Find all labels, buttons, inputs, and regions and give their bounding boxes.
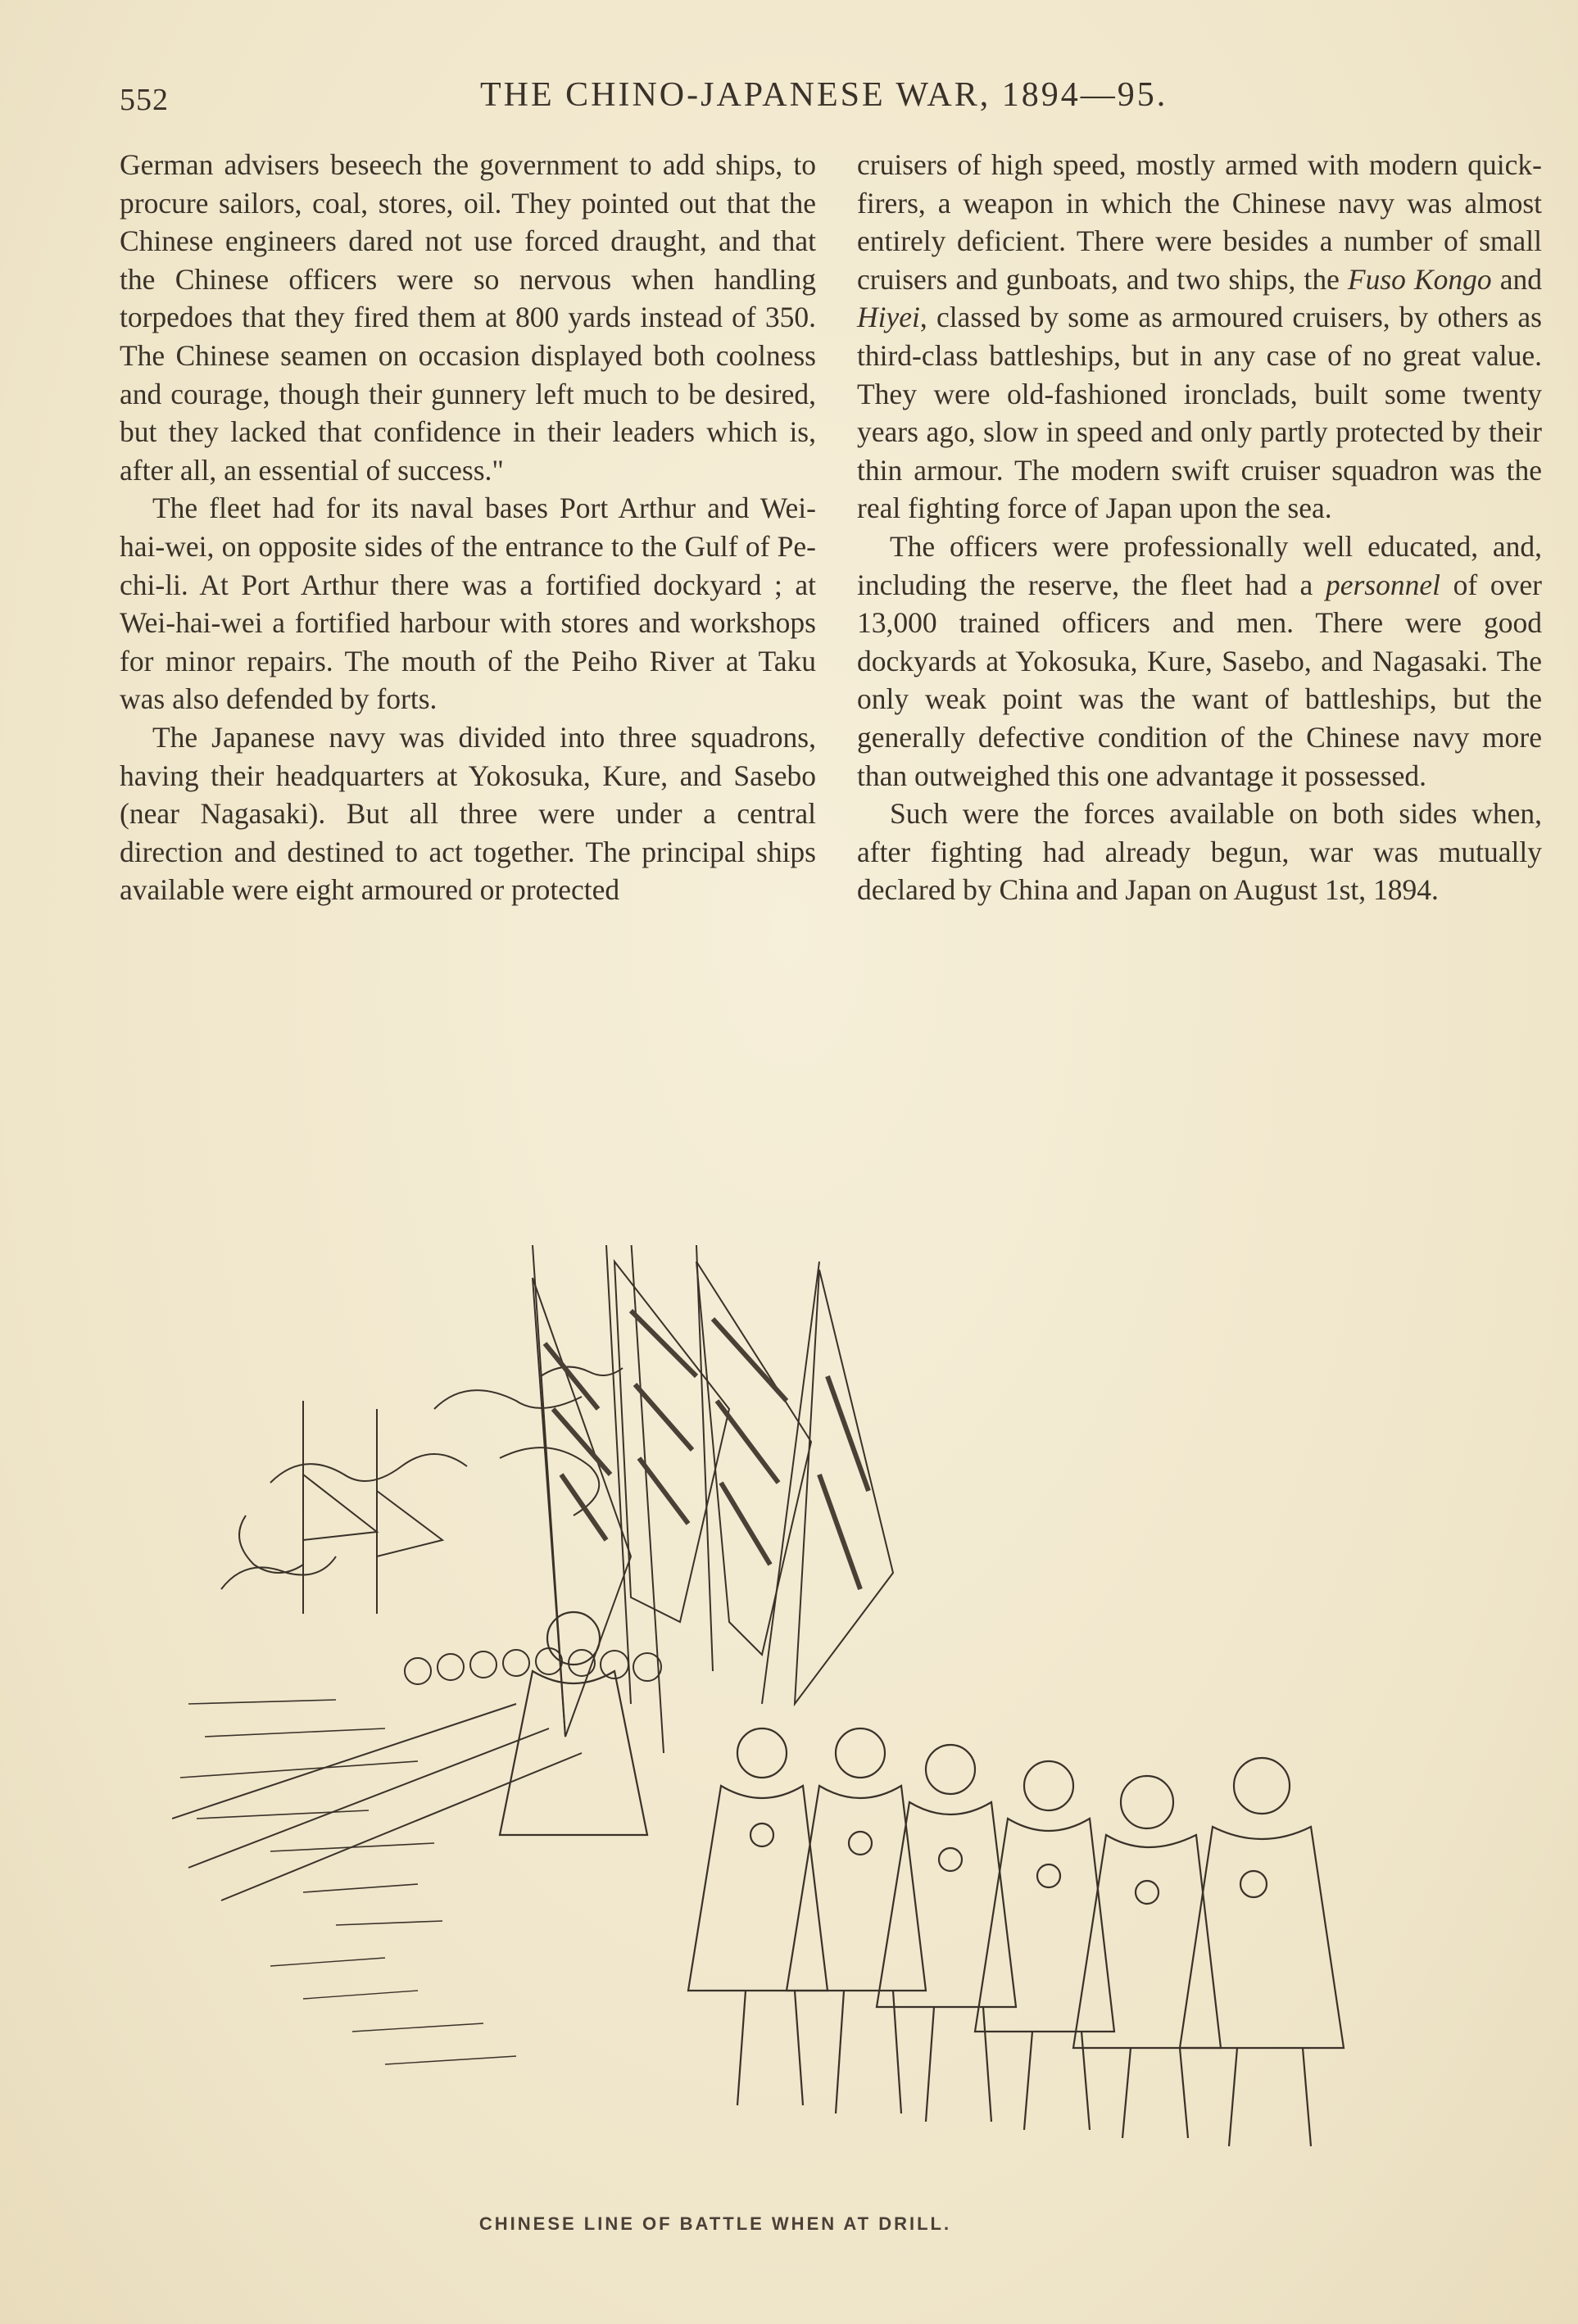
paragraph: The officers were professionally well educated, and, including the reserve, the fleet had a personnel of over 13,000 trained officers and men. There were good dockyards at Yokosuka, Kure, Sasebo, and Nagasaki. The only weak point was the want of battleships, but the generally defective condition of the Chinese navy more than outweighed this one advantage it possessed. xyxy=(857,529,1542,792)
paragraph: German advisers beseech the government to add ships, to procure sailors, coal, stores, oil. They pointed out that the Chinese engineers dared not use forced draught, and that the Chinese officers were so nervous when handling torpedoes that they fired them at 800 yards instead of 350. The Chinese seamen on occasion displayed both coolness and courage, though their gunnery left much to be desired, but they lacked that confidence in their leaders which is, after all, an essential of success." xyxy=(120,148,816,487)
paragraph: The Japanese navy was divided into three squadrons, having their headquarters at Yokosuka, Kure, and Sasebo (near Nagasaki). But all three were under a central direction and destined to act together. The principal ships available were eight armoured or protected xyxy=(120,720,816,907)
ship-name: Hiyei xyxy=(857,301,920,334)
running-title: THE CHINO-JAPANESE WAR, 1894—95. xyxy=(480,76,1168,114)
left-column xyxy=(120,146,816,909)
figure-caption: CHINESE LINE OF BATTLE WHEN AT DRILL. xyxy=(478,2213,952,2234)
paragraph: Such were the forces available on both sides when, after fighting had already begun, war was mutually declared by China and Japan on August 1st, 1894. xyxy=(857,797,1542,907)
engraving-illustration xyxy=(172,1245,1499,2187)
ship-name: Fuso Kongo xyxy=(1347,262,1492,296)
page-number: 552 xyxy=(120,83,169,117)
paragraph: cruisers of high speed, mostly armed with modern quick-firers, a weapon in which the Chinese navy was almost entirely deficient. There were besides a number of small cruisers and gunboats, and two ships, the Fuso Kongo and Hiyei, classed by some as armoured cruisers, by others as third-class battleships, but in any case of no great value. They were old-fashioned ironclads, built some twenty years ago, slow in speed and only partly protected by their thin armour. The modern swift cruiser squadron was the real fighting force of Japan upon the sea. xyxy=(857,148,1542,525)
italic-term: personnel xyxy=(1325,568,1440,601)
right-column xyxy=(857,146,1542,909)
page-header xyxy=(120,75,1512,125)
paragraph: The fleet had for its naval bases Port Arthur and Wei-hai-wei, on opposite sides of the entrance to the Gulf of Pe-chi-li. At Port Arthur there was a fortified dockyard ; at Wei-hai-wei a fortified harbour with stores and workshops for minor repairs. The mouth of the Peiho River at Taku was also defended by forts. xyxy=(120,492,816,716)
